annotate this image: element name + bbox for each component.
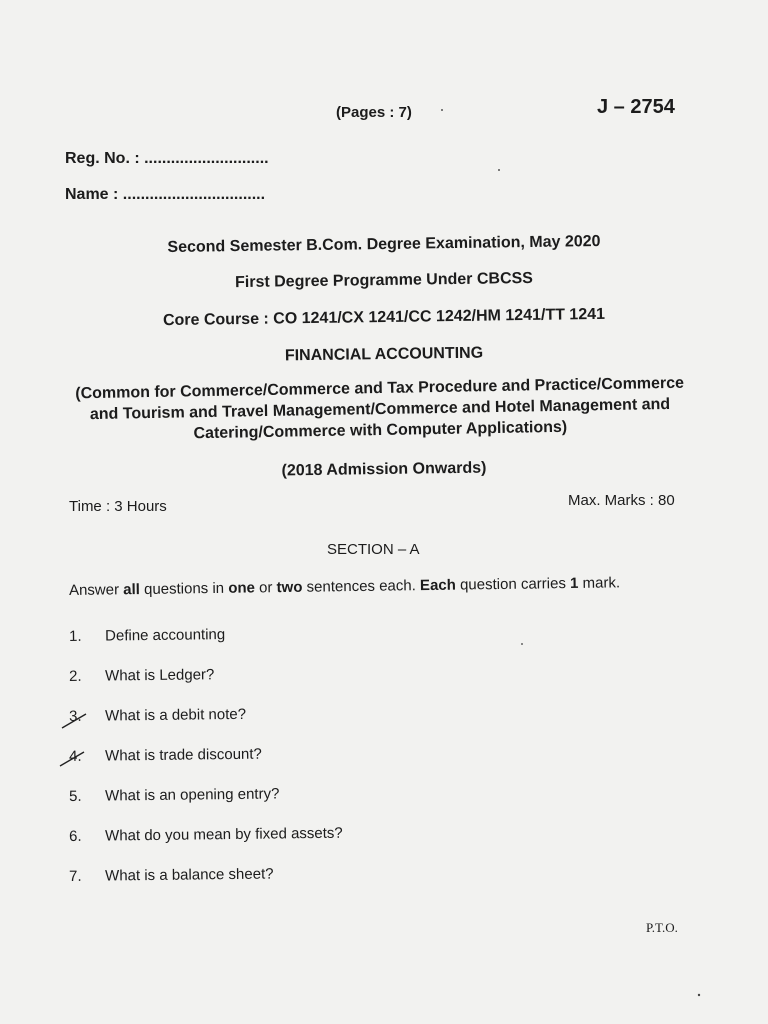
scan-speck	[440, 108, 444, 112]
common-for-note: (Common for Commerce/Commerce and Tax Procedure and Practice/Commerce and Tourism and Travel Management/Commerce and Hotel Management and Catering/Commerce with Computer Applications)	[75, 374, 685, 443]
question-number: 7.	[69, 867, 82, 885]
question-text: What is an opening entry?	[104, 785, 280, 805]
question-text: What is a debit note?	[104, 705, 247, 725]
pen-tick-mark	[58, 708, 92, 770]
page-count: (Pages : 7)	[336, 104, 412, 121]
section-heading: SECTION – A	[327, 541, 420, 558]
scan-speck	[520, 642, 524, 646]
reg-no-field: Reg. No. : ............................	[65, 150, 269, 167]
question-text: What is a balance sheet?	[104, 865, 274, 885]
max-marks: Max. Marks : 80	[568, 492, 675, 509]
programme-title: First Degree Programme Under CBCSS	[234, 269, 534, 292]
question-number: 5.	[69, 787, 82, 805]
question-number: 3.	[69, 707, 82, 725]
subject-title: FINANCIAL ACCOUNTING	[284, 344, 484, 365]
exam-title: Second Semester B.Com. Degree Examination, May 2020	[167, 232, 601, 257]
question-text: What is Ledger?	[104, 666, 215, 685]
question-number: 4.	[69, 747, 82, 765]
question-number: 2.	[69, 667, 82, 685]
scan-speck	[697, 993, 701, 997]
time-allowed: Time : 3 Hours	[69, 498, 167, 515]
admission-note: (2018 Admission Onwards)	[281, 459, 487, 480]
question-text: Define accounting	[104, 626, 226, 645]
question-text: What is trade discount?	[104, 745, 262, 765]
paper-code: J – 2754	[597, 96, 675, 118]
scan-speck	[497, 168, 501, 172]
question-number: 1.	[69, 627, 82, 645]
name-field: Name : ................................	[65, 186, 266, 203]
please-turn-over: P.T.O.	[646, 920, 678, 935]
course-codes: Core Course : CO 1241/CX 1241/CC 1242/HM 1241/TT 1241	[162, 305, 606, 330]
question-number: 6.	[69, 827, 82, 845]
question-text: What do you mean by fixed assets?	[104, 824, 343, 845]
section-instruction: Answer all questions in one or two sentences each. Each question carries 1 mark.	[68, 574, 621, 599]
